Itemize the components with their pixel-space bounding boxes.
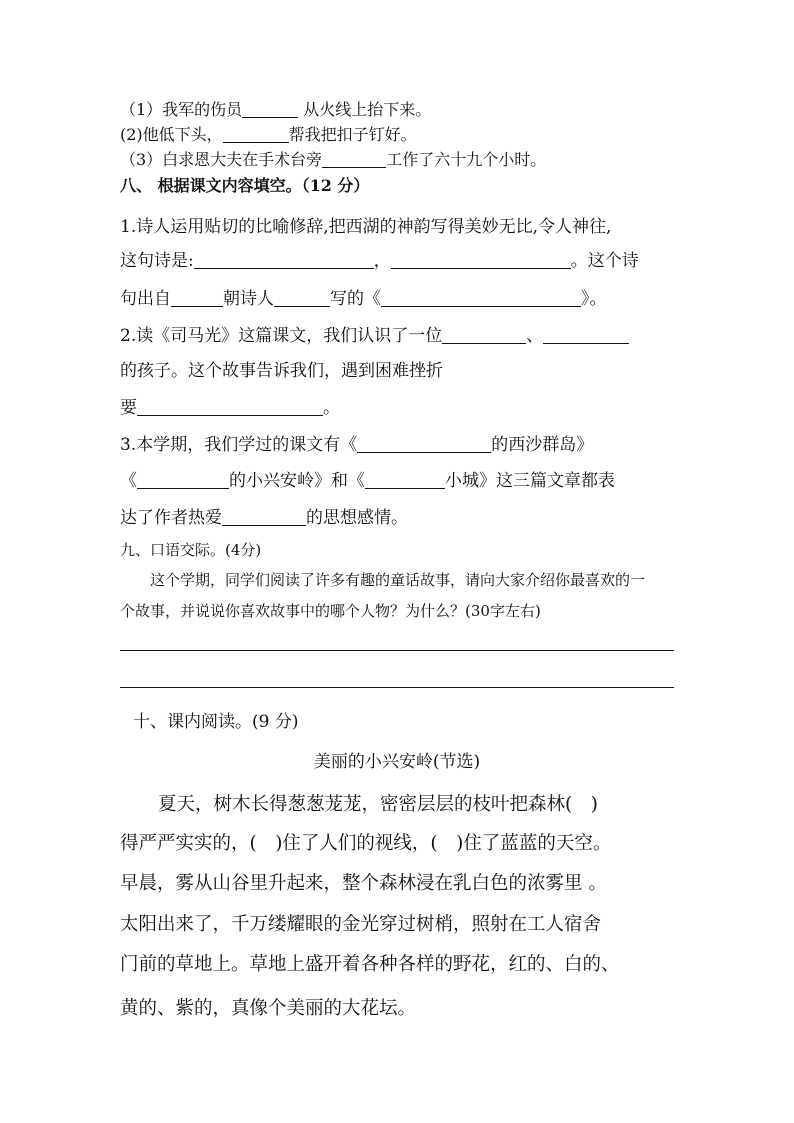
fill-blank[interactable] bbox=[381, 289, 581, 307]
passage-title: 美丽的小兴安岭(节选) bbox=[313, 752, 481, 772]
part8-q2-line2: 的孩子。这个故事告诉我们，遇到困难挫折 bbox=[120, 361, 443, 381]
fill-blank[interactable] bbox=[322, 151, 386, 168]
part7-question-2: (2)他低下头， 帮我把扣子钉好。 bbox=[120, 125, 417, 144]
fill-blank[interactable] bbox=[391, 251, 571, 269]
part8-q2-line1: 2.读《司马光》这篇课文，我们认识了一位 、 bbox=[120, 321, 629, 346]
part7-question-3: （3）白求恩大夫在手术台旁 工作了六十九个小时。 bbox=[120, 150, 547, 169]
fill-blank[interactable] bbox=[365, 471, 445, 489]
part8-q2-line3: 要 。 bbox=[120, 398, 340, 418]
part8-q1-line3: 句出自 朝诗人 写的《 》。 bbox=[120, 289, 607, 309]
fill-blank[interactable] bbox=[171, 289, 223, 307]
part7-question-1: （1）我军的伤员 从火线上抬下来。 bbox=[120, 100, 432, 119]
part10-heading: 十、课内阅读。(9 分) bbox=[133, 712, 299, 732]
part8-q1-line2: 这句诗是: ， 。这个诗 bbox=[120, 251, 639, 271]
passage-line: 得严严实实的，( )住了人们的视线，( )住了蓝蓝的天空。 bbox=[120, 833, 612, 854]
fill-blank[interactable] bbox=[274, 289, 330, 307]
passage-line: 门前的草地上。草地上盛开着各种各样的野花，红的、白的、 bbox=[120, 954, 620, 975]
part8-q3-line3: 达了作者热爱 的思想感情。 bbox=[120, 508, 408, 528]
passage-line: 早晨，雾从山谷里升起来，整个森林浸在乳白色的浓雾里 。 bbox=[120, 873, 607, 894]
passage-line: 夏天，树木长得葱葱茏茏，密密层层的枝叶把森林( ) bbox=[158, 794, 598, 815]
fill-blank[interactable] bbox=[543, 326, 629, 344]
fill-blank[interactable] bbox=[223, 126, 289, 143]
passage-line: 黄的、紫的，真像个美丽的大花坛。 bbox=[120, 998, 417, 1019]
part8-heading: 八、 根据课文内容填空。（12 分） bbox=[120, 176, 370, 195]
passage-line: 太阳出来了，千万缕耀眼的金光穿过树梢，照射在工人宿舍 bbox=[120, 914, 602, 935]
fill-blank[interactable] bbox=[137, 471, 229, 489]
part8-q3-line1: 3.本学期，我们学过的课文有《 的西沙群岛》 bbox=[120, 435, 594, 455]
part9-heading: 九、口语交际。(4分) bbox=[120, 541, 262, 559]
part8-q1-line1: 1.诗人运用贴切的比喻修辞,把西湖的神韵写得美妙无比,令人神往, bbox=[120, 217, 612, 237]
fill-blank[interactable] bbox=[194, 251, 374, 269]
part8-q3-line2: 《 的小兴安岭》和《 小城》这三篇文章都表 bbox=[120, 471, 615, 491]
fill-blank[interactable] bbox=[442, 326, 526, 344]
part9-prompt-line2: 个故事，并说说你喜欢故事中的哪个人物？为什么？(30字左右) bbox=[120, 602, 541, 620]
answer-line[interactable] bbox=[120, 650, 674, 651]
fill-blank[interactable] bbox=[137, 398, 323, 416]
fill-blank[interactable] bbox=[242, 101, 298, 118]
fill-blank[interactable] bbox=[357, 435, 491, 453]
fill-blank[interactable] bbox=[222, 508, 306, 526]
answer-line[interactable] bbox=[120, 687, 674, 688]
part9-prompt-line1: 这个学期，同学们阅读了许多有趣的童话故事，请向大家介绍你最喜欢的一 bbox=[150, 571, 646, 589]
